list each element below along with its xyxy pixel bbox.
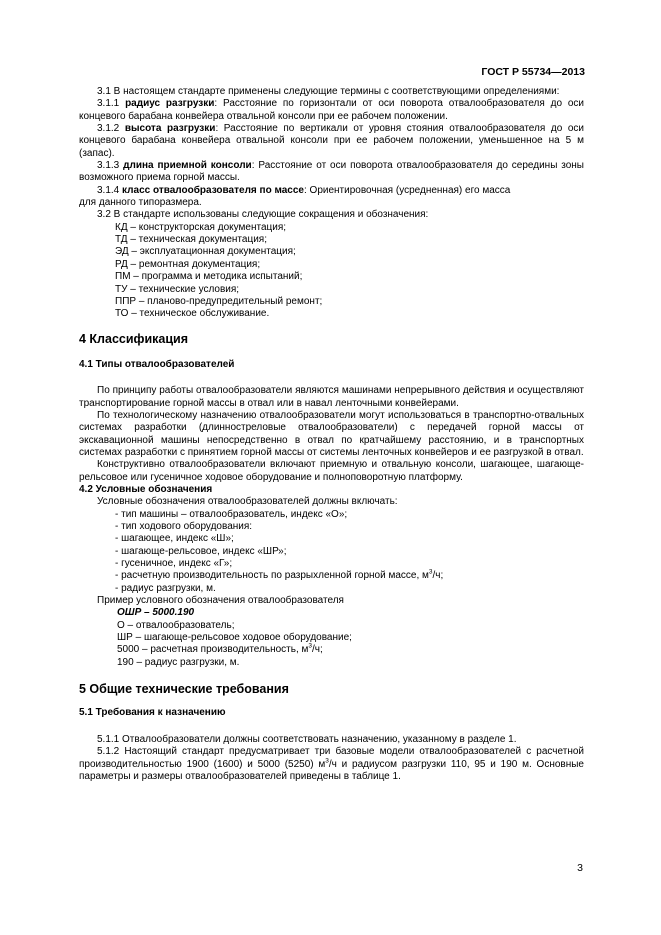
list-item: - гусеничное, индекс «Г»;: [115, 558, 233, 570]
example-line: 190 – радиус разгрузки, м.: [117, 656, 240, 668]
example-line: 5000 – расчетная производительность, $м^3/ч$;: [117, 643, 323, 656]
standard-header: ГОСТ Р 55734—2013: [481, 66, 585, 78]
term-radius: радиус разгрузки: [125, 98, 215, 110]
paragraph-4-1-a: По принципу работы отвалообразователи являются машинами непрерывного действия и осуществляют транспортирование горной массы в отвал или в навал ленточными конвейерами.: [79, 385, 584, 409]
paragraph-3-2: 3.2 В стандарте использованы следующие сокращения и обозначения:: [97, 209, 429, 221]
list-item: - радиус разгрузки, м.: [115, 582, 216, 594]
subsection-4-1-heading: 4.1 Типы отвалообразователей: [79, 358, 235, 370]
list-item: ТО – техническое обслуживание.: [115, 308, 270, 320]
paragraph-3-1: 3.1 В настоящем стандарте применены следующие термины с соответствующими определениями:: [97, 86, 560, 97]
paragraph-3-1-2: 3.1.2 высота разгрузки: Расстояние по вертикали от уровня стояния отвалообразователя до оси концевого барабана конвейера отвальной консоли при ее рабочем положении, уменьшенное на 5 м (запас).: [79, 123, 584, 159]
paragraph-4-1-c: Конструктивно отвалообразователи включают приемную и отвальную консоли, шагающее, шагающе-рельсовое или гусеничное ходовое оборудование и полноповоротную платформу.: [79, 459, 584, 483]
list-item: РД – ремонтная документация;: [115, 258, 261, 270]
term-mass-class: класс отвалообразователя по массе: [122, 184, 304, 196]
list-item: ППР – планово-предупредительный ремонт;: [115, 295, 323, 307]
designation-list: [79, 509, 584, 595]
list-item: ПМ – программа и методика испытаний;: [115, 271, 303, 283]
subsection-5-1-heading: 5.1 Требования к назначению: [79, 707, 226, 719]
list-item: КД – конструкторская документация;: [115, 221, 287, 233]
paragraph-4-2: Условные обозначения отвалообразователей должны включать:: [97, 496, 398, 508]
abbreviation-list: [79, 222, 584, 321]
example-intro: Пример условного обозначения отвалообразователя: [97, 595, 344, 607]
term-console-length: длина приемной консоли: [123, 160, 252, 172]
list-item: - тип машины – отвалообразователь, индекс «О»;: [115, 508, 348, 520]
list-item: ТД – техническая документация;: [115, 234, 267, 246]
page-number: 3: [577, 862, 583, 874]
paragraph-3-1-4: 3.1.4 класс отвалообразователя по массе: Ориентировочная (усредненная) его масса для данного типоразмера.: [79, 184, 511, 209]
paragraph-3-1-1: 3.1.1 радиус разгрузки: Расстояние по горизонтали от оси поворота отвалообразователя до оси концевого барабана конвейера отвальной консоли при ее рабочем положении.: [79, 98, 584, 122]
term-height: высота разгрузки: [124, 123, 216, 135]
paragraph-3-1-3: 3.1.3 длина приемной консоли: Расстояние от оси поворота отвалообразователя до середины зоны возможного приема горной массы.: [79, 160, 584, 184]
section-4-heading: 4 Классификация: [79, 331, 189, 346]
paragraph-5-1-2: 5.1.2 Настоящий стандарт предусматривает три базовые модели отвалообразователей с расчетной производительностью 1900 (1600) и 5000 (5250) $м^3/ч$ и радиусом разгрузки 110, 95 и 190 м. Основные параметры и размеры отвалообразователей приведены в таблице 1.: [79, 746, 584, 782]
list-item: ТУ – технические условия;: [115, 283, 240, 295]
document-body: [79, 86, 584, 783]
list-item: - шагающе-рельсовое, индекс «ШР»;: [115, 545, 287, 557]
example-line: ШР – шагающе-рельсовое ходовое оборудование;: [117, 632, 352, 644]
paragraph-4-1-b: По технологическому назначению отвалообразователи могут использоваться в транспортно-отвальных системах разработки (длинностреловые отвалообразователи) с передачей горной массы от экскавационной машины непосредственно в отвал по кратчайшему расстоянию, и в транспортных системах разработки с принятием горной массы от системы ленточных конвейеров и ее разгрузкой в отвал.: [79, 409, 584, 458]
paragraph-5-1-1: 5.1.1 Отвалообразователи должны соответствовать назначению, указанному в разделе 1.: [97, 733, 517, 745]
list-item: - расчетную производительность по разрыхленной горной массе, $м^3/ч$;: [115, 569, 444, 582]
example-line: О – отвалообразователь;: [117, 619, 235, 631]
list-item: ЭД – эксплуатационная документация;: [115, 246, 296, 258]
list-item: - тип ходового оборудования:: [115, 521, 253, 532]
section-5-heading: 5 Общие технические требования: [79, 682, 289, 697]
list-item: - шагающее, индекс «Ш»;: [115, 533, 234, 545]
example-code: ОШР – 5000.190: [117, 607, 195, 619]
subsection-4-2-heading: 4.2 Условные обозначения: [79, 483, 213, 495]
